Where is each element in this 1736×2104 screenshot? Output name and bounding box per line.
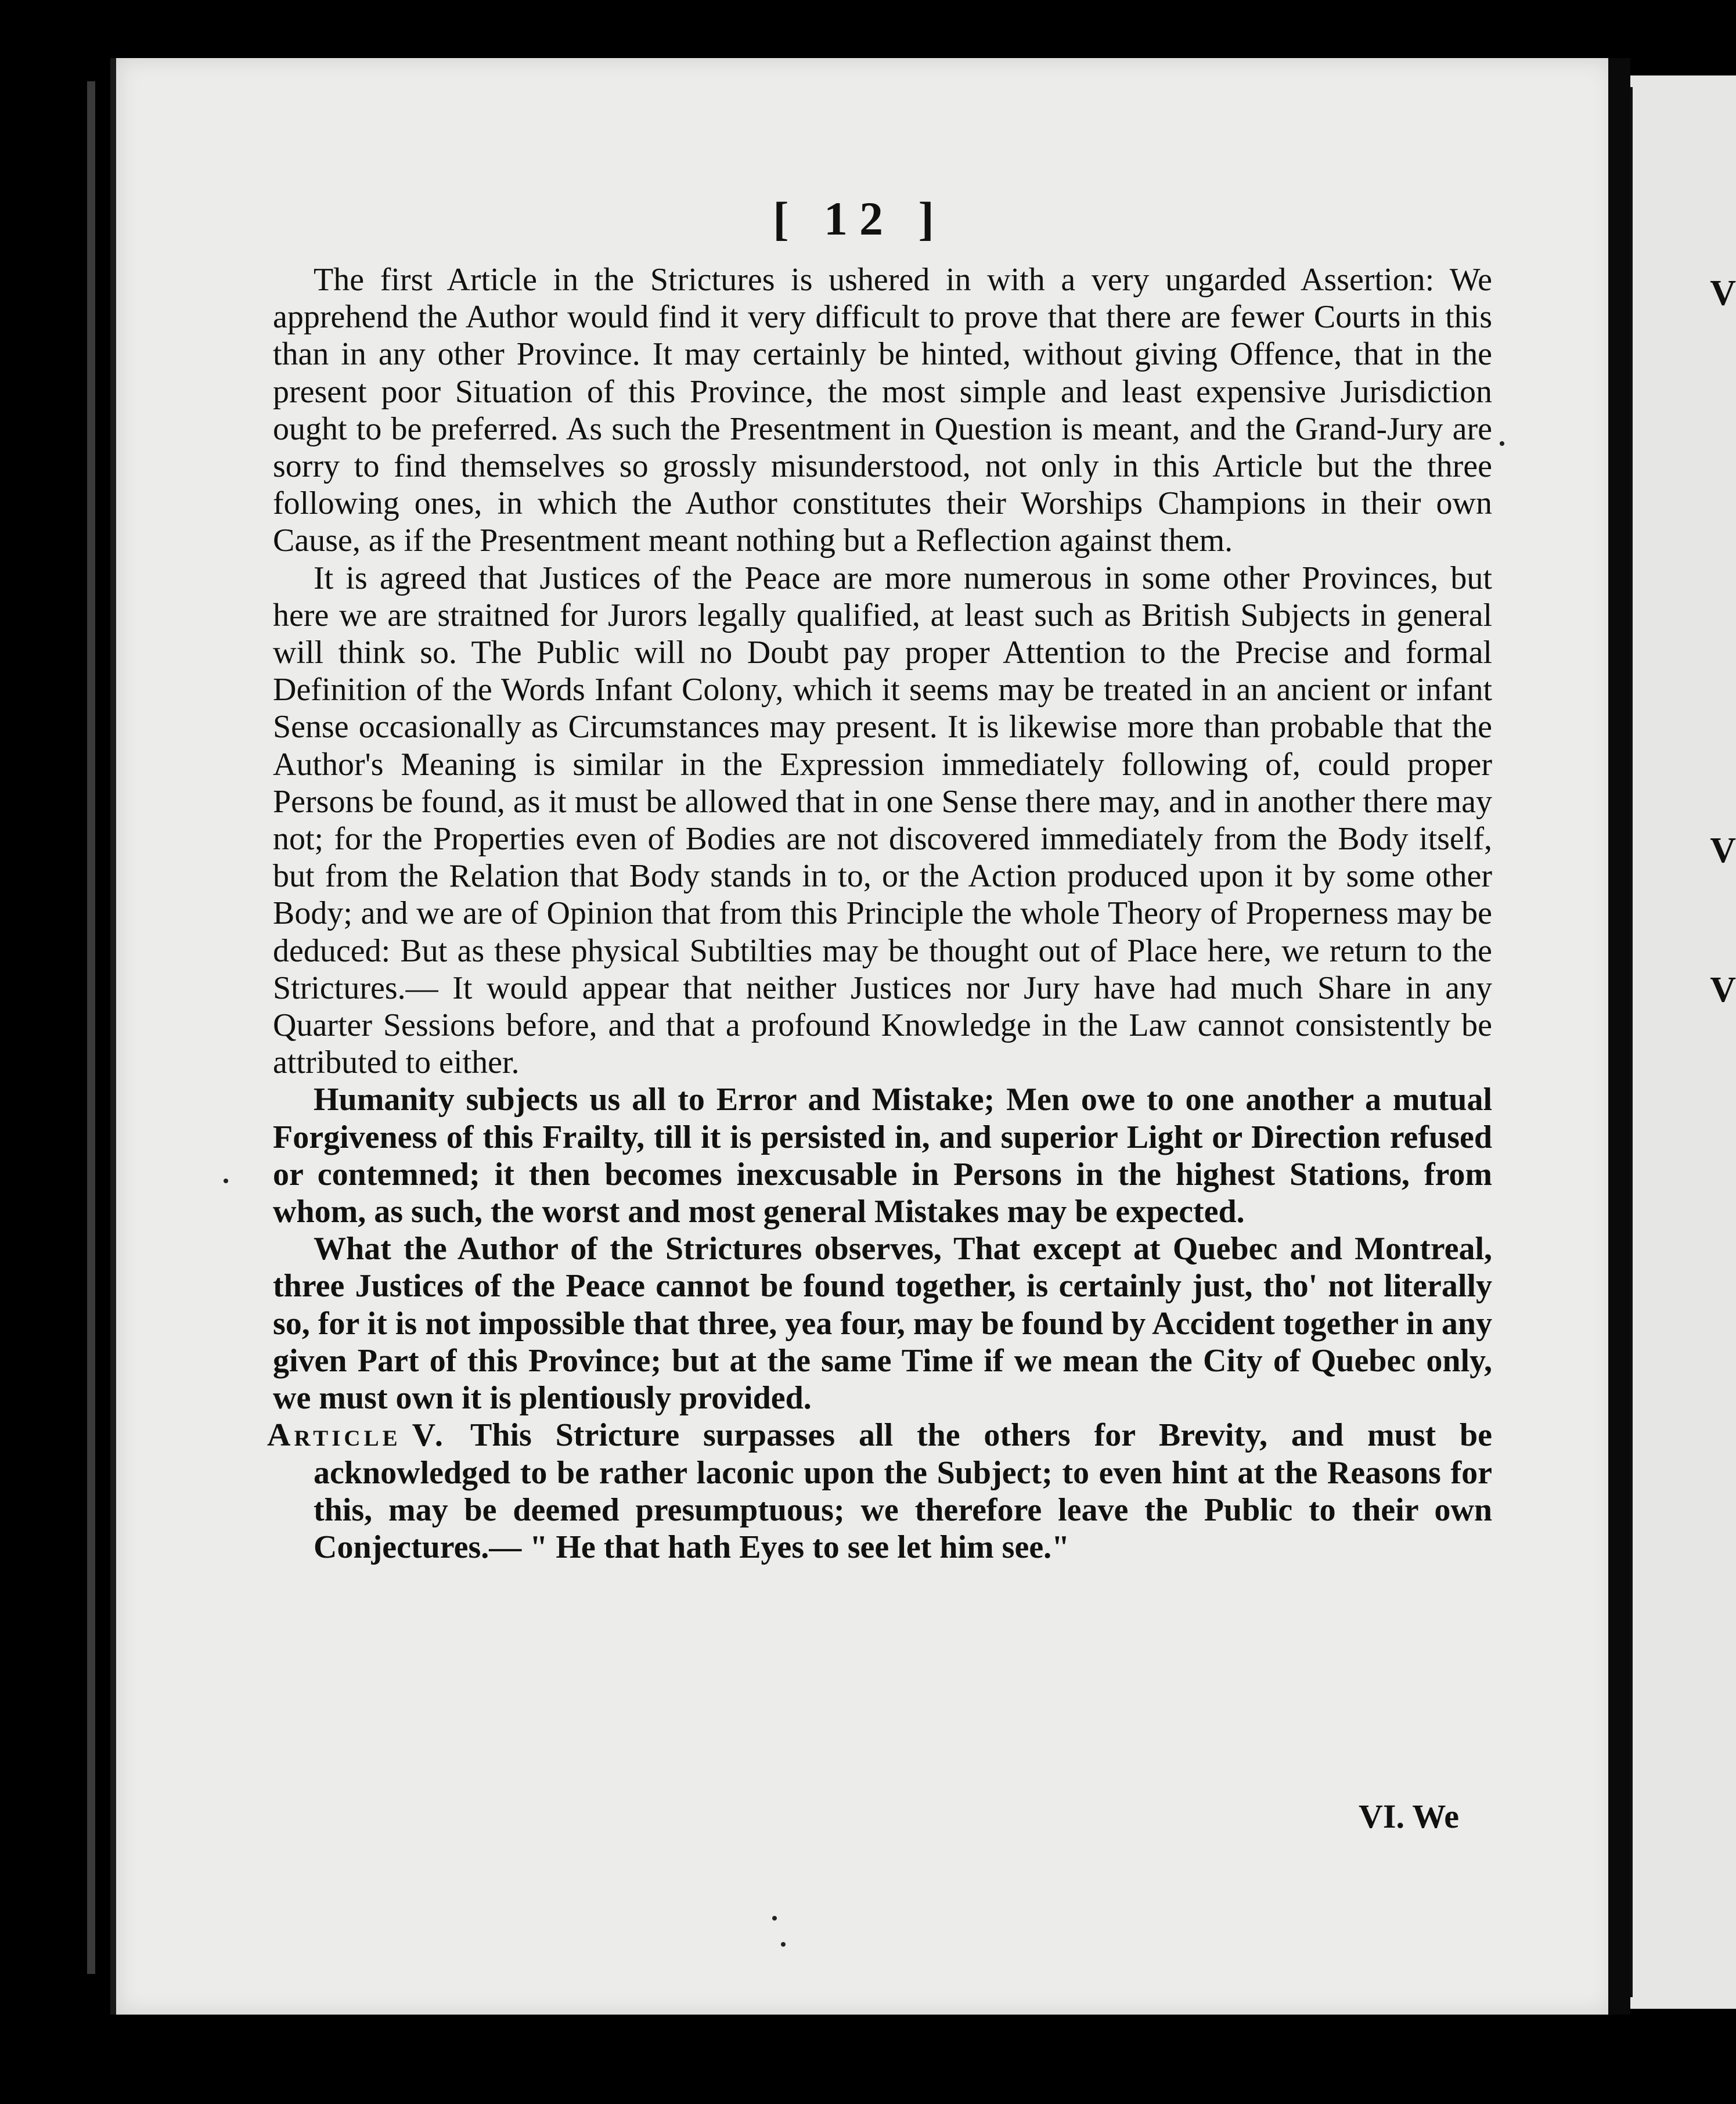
facing-page-fragment: V: [1710, 831, 1736, 870]
ink-speck: [224, 1179, 228, 1183]
facing-page-fragment: V: [1710, 273, 1736, 313]
article-text: This Stricture surpasses all the others for Brevity, and must be acknowledged to be rather laconic upon the Subject; to even hint at the Reasons for this, may be deemed presumptuous; we therefore leave the Public to their own Conjectures.— " He that hath Eyes to see let him see.": [314, 1417, 1492, 1565]
paragraph: The first Article in the Strictures is ushered in with a very ungarded Assertion: We apprehend the Author would find it very difficult to prove that there are fewer Courts in this than in any other Province. It may certainly be hinted, without giving Offence, that in the present poor Situation of this Province, the most simple and least expensive Jurisdiction ought to be preferred. As such the Presentment in Question is meant, and the Grand-Jury are sorry to find themselves so grossly misunderstood, not only in this Article but the three following ones, in which the Author constitutes their Worships Champions in their own Cause, as if the Presentment meant nothing but a Reflection against them.: [273, 262, 1492, 559]
ink-speck: [1500, 441, 1504, 446]
scan-border: [0, 2015, 1736, 2104]
ink-speck: [781, 1942, 786, 1947]
ink-speck: [772, 1916, 777, 1921]
facing-page-rule: [1630, 87, 1633, 1997]
page-number: [ 12 ]: [773, 192, 946, 245]
catchword: VI. We: [1359, 1797, 1459, 1835]
facing-page-fragment: V: [1710, 970, 1736, 1010]
paragraph: Humanity subjects us all to Error and Mistake; Men owe to one another a mutual Forgiveness of this Frailty, till it is persisted in, and superior Light or Direction refused or contemned; it then becomes inexcusable in Persons in the highest Stations, from whom, as such, the worst and most general Mistakes may be expected.: [273, 1082, 1492, 1230]
book-gutter: [1608, 58, 1630, 2015]
page-edge-shadow: [87, 81, 95, 1974]
facing-page: [1630, 75, 1736, 2009]
paragraph: What the Author of the Strictures observes, That except at Quebec and Montreal, three Justices of the Peace cannot be found together, is certainly just, tho' not literally so, for it is not impossible that three, yea four, may be found by Accident together in any given Part of this Province; but at the same Time if we mean the City of Quebec only, we must own it is plentiously provided.: [273, 1231, 1492, 1417]
article-label: Article V.: [267, 1417, 446, 1454]
article-paragraph: [267, 1417, 1492, 1566]
body-text: [267, 261, 1492, 1566]
paragraph: It is agreed that Justices of the Peace are more numerous in some other Provinces, but here we are straitned for Jurors legally qualified, at least such as British Subjects in general will think so. The Public will no Doubt pay proper Attention to the Precise and formal Definition of the Words Infant Colony, which it seems may be treated in an ancient or infant Sense occasionally as Circumstances may present. It is likewise more than probable that the Author's Meaning is similar in the Expression immediately following of, could proper Persons be found, as it must be allowed that in one Sense there may, and in another there may not; for the Properties even of Bodies are not discovered immediately from the Body itself, but from the Relation that Body stands in to, or the Action produced upon it by some other Body; and we are of Opinion that from this Principle the whole Theory of Properness may be deduced: But as these physical Subtilties may be thought out of Place here, we return to the Strictures.— It would appear that neither Justices nor Jury have had much Share in any Quarter Sessions before, and that a profound Knowledge in the Law cannot consistently be attributed to either.: [273, 560, 1492, 1081]
